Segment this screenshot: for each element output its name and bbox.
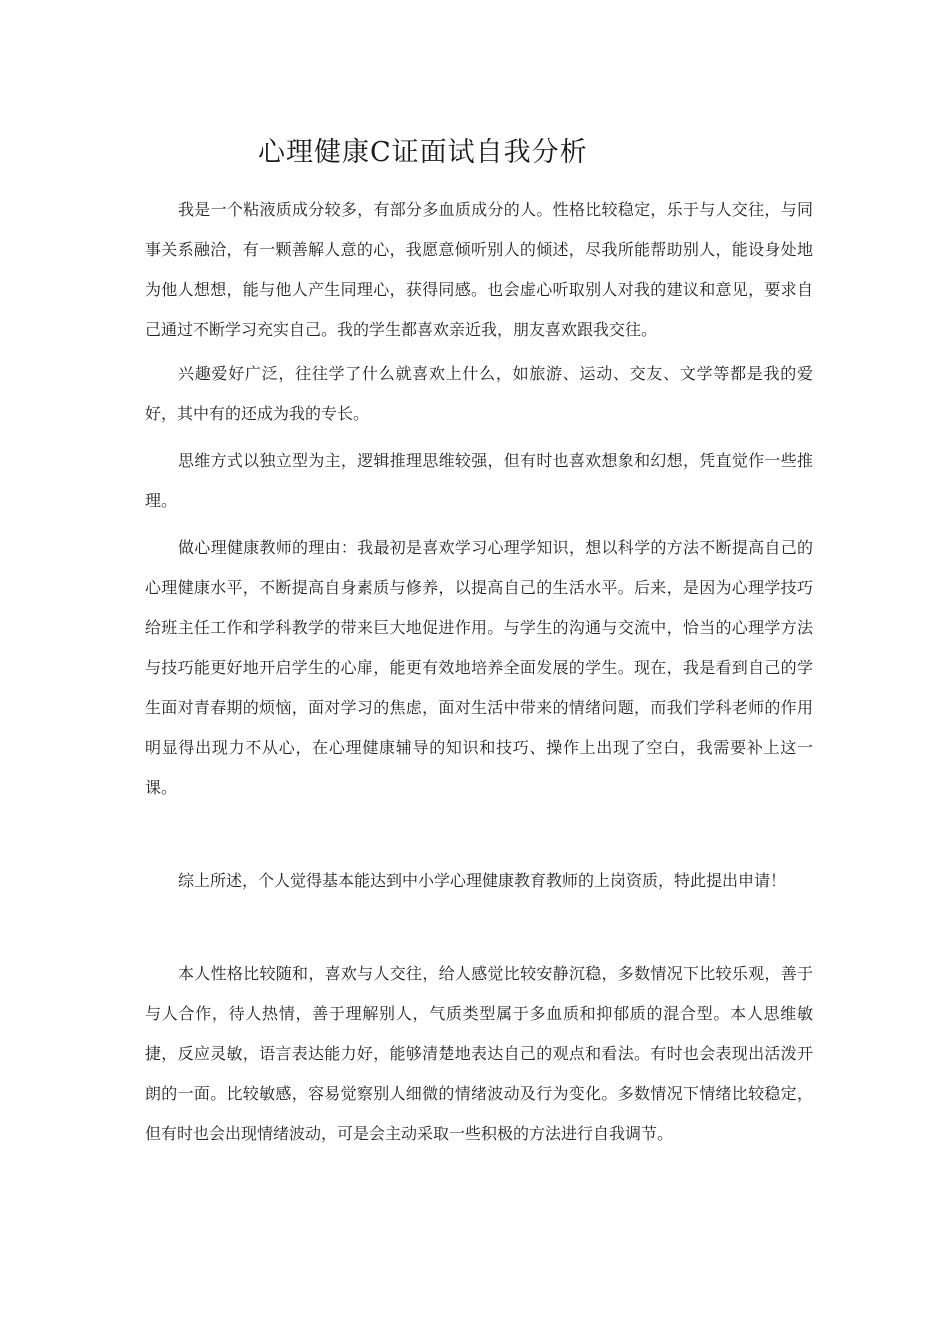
paragraph-interests: 兴趣爱好广泛，往往学了什么就喜欢上什么，如旅游、运动、交友、文学等都是我的爱好，其中有的还成为我的专长。 xyxy=(145,364,813,423)
paragraph-conclusion: 综上所述，个人觉得基本能达到中小学心理健康教育教师的上岗资质，特此提出申请！ xyxy=(178,871,787,890)
paragraph-temperament: 我是一个粘液质成分较多，有部分多血质成分的人。性格比较稳定，乐于与人交往，与同事关系融洽，有一颗善解人意的心，我愿意倾听别人的倾述，尽我所能帮助别人，能设身处地为他人想想，能与他人产生同理心，获得同感。也会虚心听取别人对我的建议和意见，要求自己通过不断学习充实自己。我的学生都喜欢亲近我，朋友喜欢跟我交往。 xyxy=(145,200,813,339)
paragraph-thinking-style: 思维方式以独立型为主，逻辑推理思维较强，但有时也喜欢想象和幻想，凭直觉作一些推理。 xyxy=(145,451,813,510)
paragraph-reasons: 做心理健康教师的理由：我最初是喜欢学习心理学知识，想以科学的方法不断提高自己的心理健康水平，不断提高自身素质与修养，以提高自己的生活水平。后来，是因为心理学技巧给班主任工作和学科教学的带来巨大地促进作用。与学生的沟通与交流中，恰当的心理学方法与技巧能更好地开启学生的心扉，能更有效地培养全面发展的学生。现在，我是看到自己的学生面对青春期的烦恼，面对学习的焦虑，面对生活中带来的情绪问题，而我们学科老师的作用明显得出现力不从心，在心理健康辅导的知识和技巧、操作上出现了空白，我需要补上这一课。 xyxy=(145,538,813,797)
paragraph-personality: 本人性格比较随和，喜欢与人交往，给人感觉比较安静沉稳，多数情况下比较乐观，善于与人合作，待人热情，善于理解别人，气质类型属于多血质和抑郁质的混合型。本人思维敏捷，反应灵敏，语言表达能力好，能够清楚地表达自己的观点和看法。有时也会表现出活泼开朗的一面。比较敏感，容易觉察别人细微的情绪波动及行为变化。多数情况下情绪比较稳定，但有时也会出现情绪波动，可是会主动采取一些积极的方法进行自我调节。 xyxy=(145,964,813,1143)
document-title: 心理健康C证面试自我分析 xyxy=(258,137,588,168)
